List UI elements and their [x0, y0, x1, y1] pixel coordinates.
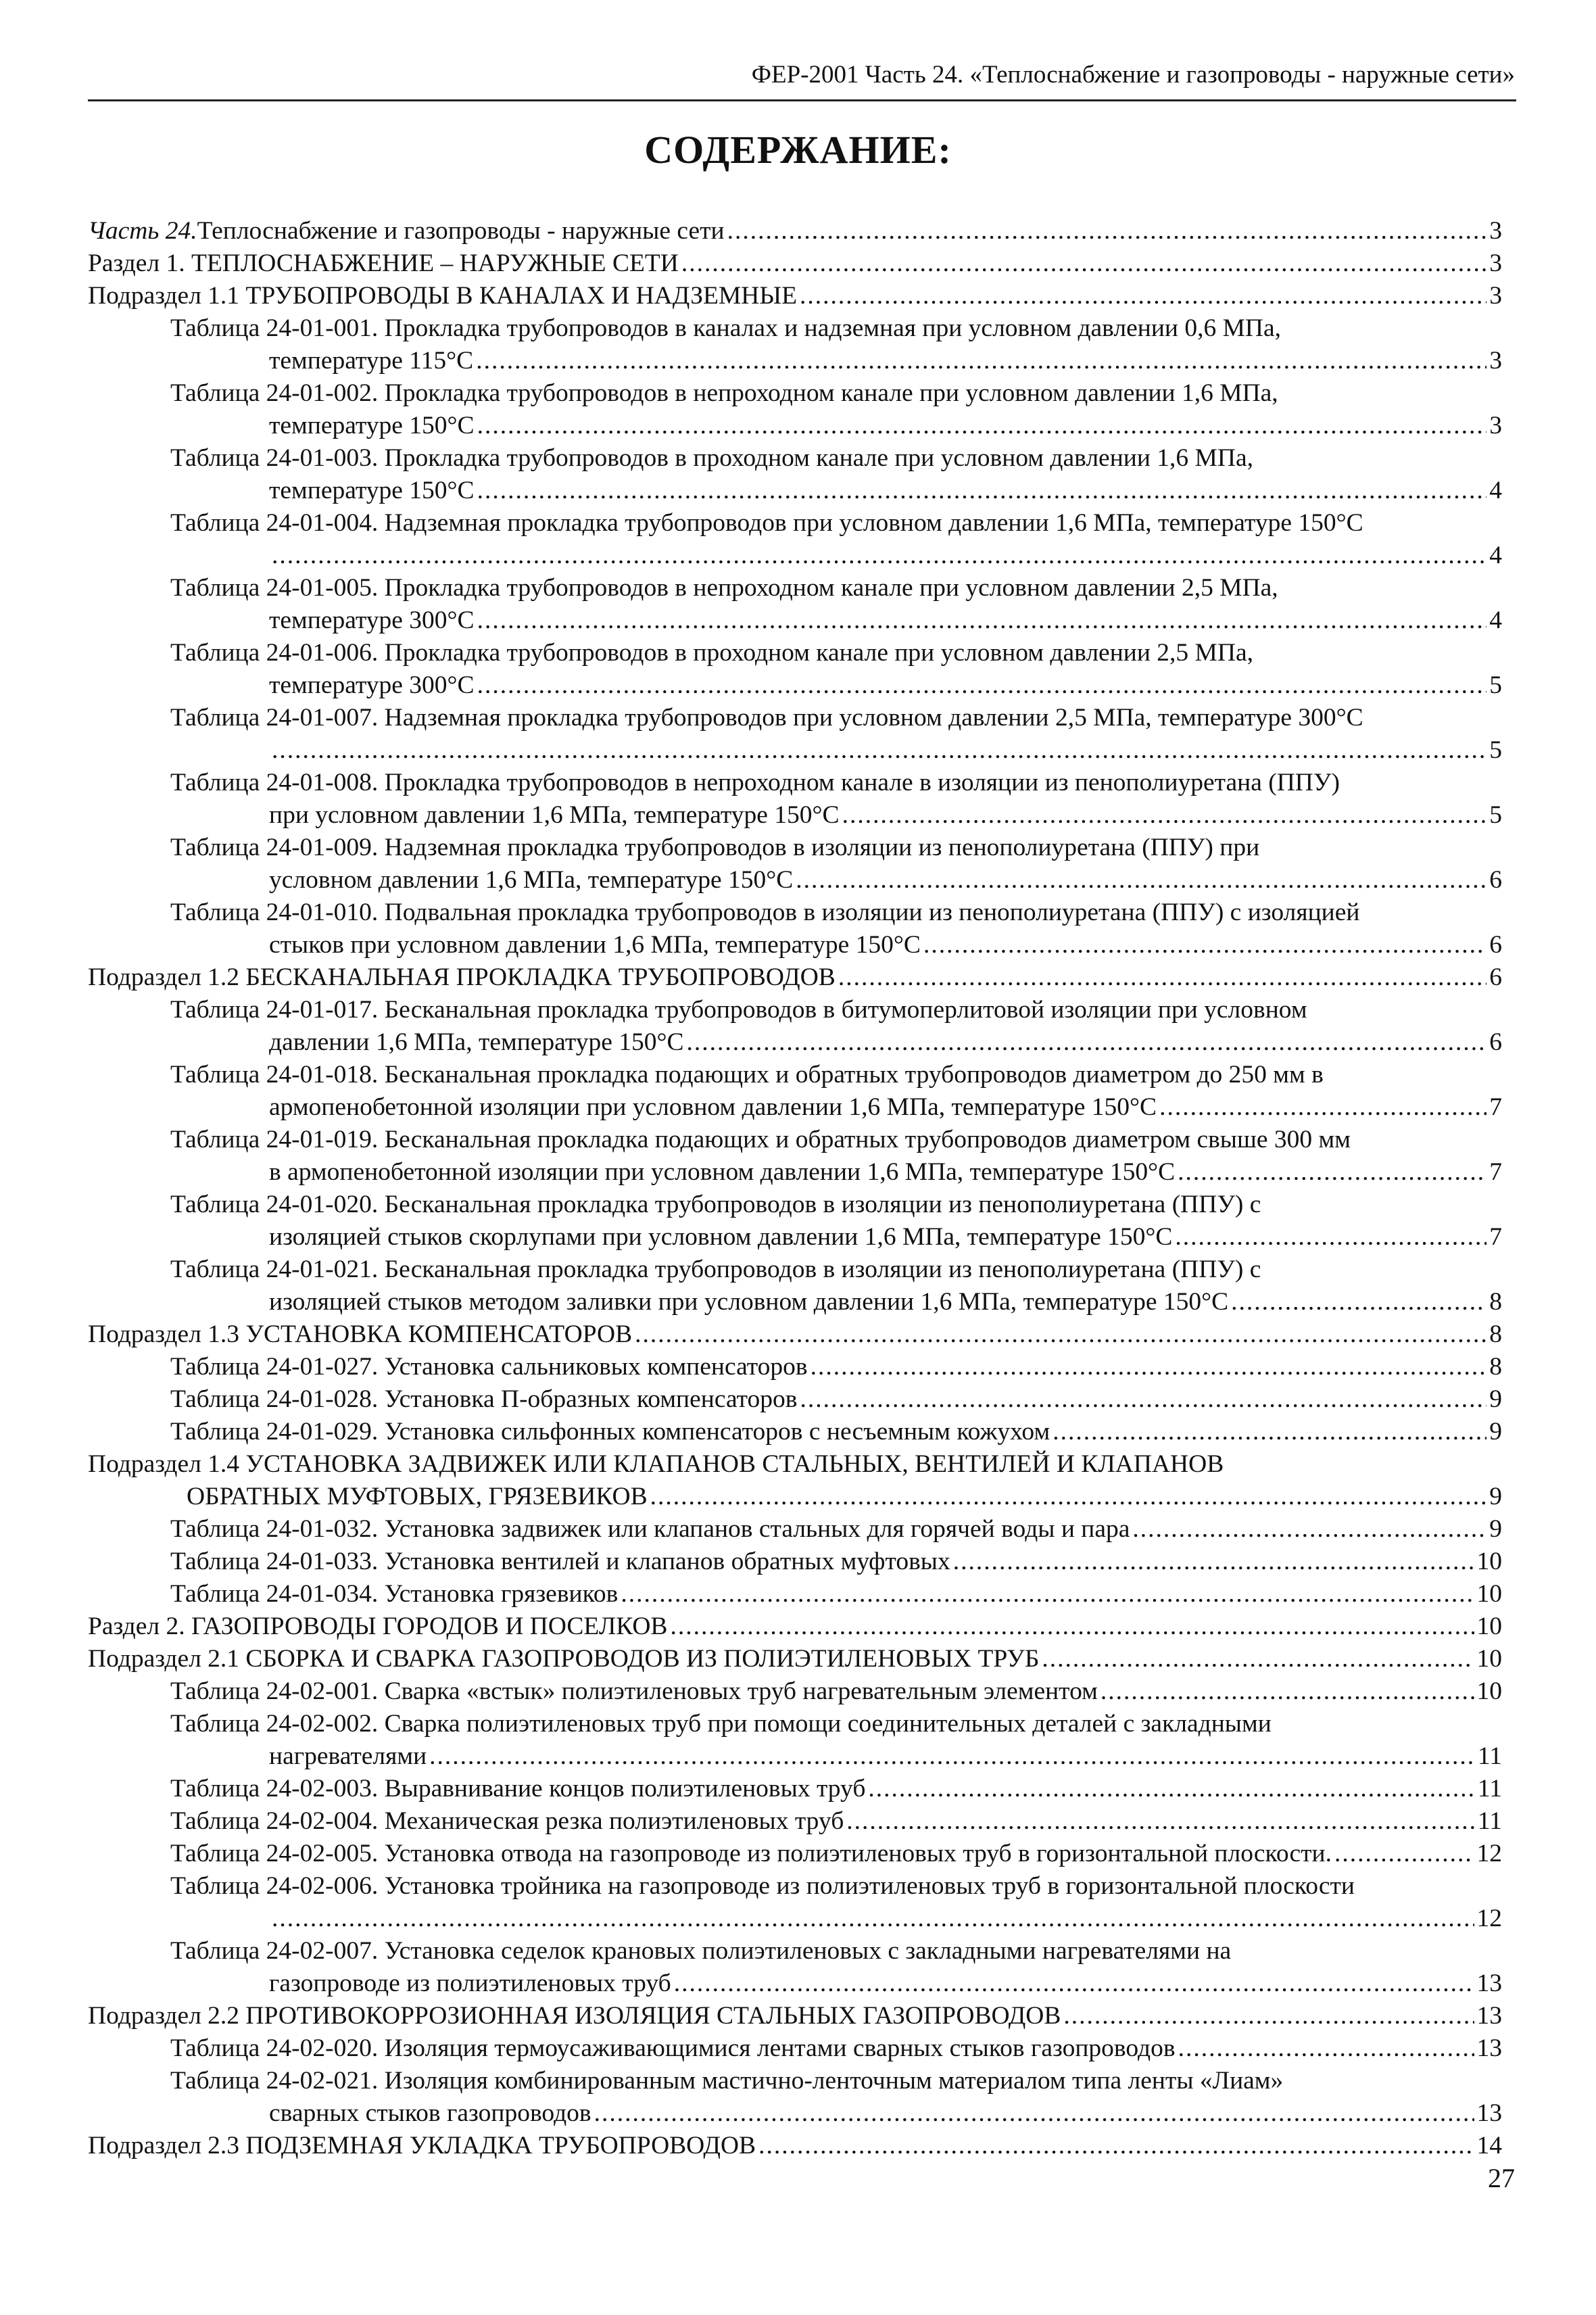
toc-section-entry[interactable] — [88, 2000, 1502, 2032]
table-of-contents — [88, 215, 1502, 2162]
toc-entry-text: при условном давлении 1,6 МПа, температуре 150°С — [269, 801, 840, 829]
toc-entry-line: Таблица 24-01-008. Прокладка трубопроводов в непроходном канале в изоляции из пенополиуретана (ППУ) — [170, 769, 1340, 796]
toc-page-number: 8 — [1489, 1353, 1502, 1381]
dot-leader — [1159, 1091, 1486, 1124]
toc-table-entry[interactable] — [88, 572, 1502, 637]
toc-entry-text: Подраздел 2.3 ПОДЗЕМНАЯ УКЛАДКА ТРУБОПРОВОДОВ — [88, 2132, 756, 2159]
toc-entry-text: Таблица 24-01-029. Установка сильфонных компенсаторов с несъемным кожухом — [170, 1418, 1050, 1446]
toc-page-number: 10 — [1476, 1613, 1502, 1640]
toc-table-entry[interactable] — [88, 637, 1502, 702]
toc-section-entry[interactable] — [88, 215, 1502, 247]
toc-entry-text: Теплоснабжение и газопроводы - наружные сети — [197, 217, 725, 245]
toc-table-entry[interactable] — [88, 1513, 1502, 1546]
toc-entry-line: Таблица 24-01-006. Прокладка трубопроводов в проходном канале при условном давлении 2,5 МПа, — [170, 639, 1253, 667]
toc-page-number: 8 — [1489, 1320, 1502, 1348]
toc-entry-line: Таблица 24-01-020. Бесканальная прокладка трубопроводов в изоляции из пенополиуретана (ППУ) с — [170, 1191, 1261, 1218]
toc-entry-text: Таблица 24-01-027. Установка сальниковых компенсаторов — [170, 1353, 808, 1381]
toc-table-entry[interactable] — [88, 1416, 1502, 1448]
toc-entry-text: Подраздел 1.3 УСТАНОВКА КОМПЕНСАТОРОВ — [88, 1320, 633, 1348]
toc-entry-text: температуре 300°С — [269, 606, 475, 634]
toc-entry-text: Таблица 24-02-020. Изоляция термоусаживающимися лентами сварных стыков газопроводов — [170, 2034, 1176, 2062]
dot-leader — [477, 475, 1487, 507]
dot-leader — [429, 1740, 1475, 1773]
dot-leader — [1178, 1156, 1486, 1189]
toc-table-entry[interactable] — [88, 1351, 1502, 1383]
dot-leader — [681, 247, 1486, 280]
toc-section-entry[interactable] — [88, 1643, 1502, 1675]
toc-table-entry[interactable] — [88, 1805, 1502, 1838]
toc-entry-line: Таблица 24-01-019. Бесканальная прокладка подающих и обратных трубопроводов диаметром свыше 300 мм — [170, 1126, 1351, 1153]
toc-entry-line: Таблица 24-01-003. Прокладка трубопроводов в проходном канале при условном давлении 1,6 МПа, — [170, 444, 1253, 472]
dot-leader — [1231, 1286, 1486, 1318]
dot-leader — [1101, 1675, 1474, 1708]
toc-page-number: 6 — [1489, 931, 1502, 959]
toc-entry-text: температуре 150°С — [269, 412, 475, 439]
dot-leader — [272, 1903, 1474, 1935]
toc-page-number: 10 — [1476, 1677, 1502, 1705]
toc-entry-text: Подраздел 1.1 ТРУБОПРОВОДЫ В КАНАЛАХ И НАДЗЕМНЫЕ — [88, 282, 797, 310]
toc-entry-text: ОБРАТНЫХ МУФТОВЫХ, ГРЯЗЕВИКОВ — [187, 1483, 648, 1510]
dot-leader — [272, 734, 1486, 767]
dot-leader — [796, 864, 1486, 897]
toc-page-number: 11 — [1477, 1775, 1502, 1803]
toc-entry-text: Таблица 24-02-004. Механическая резка полиэтиленовых труб — [170, 1807, 844, 1835]
toc-page-number: 10 — [1476, 1548, 1502, 1575]
toc-page-number: 3 — [1489, 347, 1502, 375]
toc-entry-text: стыков при условном давлении 1,6 МПа, температуре 150°С — [269, 931, 921, 959]
toc-entry-line: Таблица 24-01-009. Надземная прокладка трубопроводов в изоляции из пенополиуретана (ППУ) при — [170, 834, 1260, 861]
dot-leader — [727, 215, 1487, 247]
dot-leader — [1063, 2000, 1474, 2032]
toc-page-number: 3 — [1489, 282, 1502, 310]
dot-leader — [477, 410, 1487, 442]
toc-page-number: 9 — [1489, 1515, 1502, 1543]
toc-entry-line: Таблица 24-01-004. Надземная прокладка трубопроводов при условном давлении 1,6 МПа, температуре 150°С — [170, 509, 1363, 537]
dot-leader — [1042, 1643, 1474, 1675]
toc-page-number: 4 — [1489, 606, 1502, 634]
dot-leader — [594, 2097, 1474, 2130]
toc-entry-text: Подраздел 1.2 БЕСКАНАЛЬНАЯ ПРОКЛАДКА ТРУБОПРОВОДОВ — [88, 963, 836, 991]
dot-leader — [1334, 1838, 1474, 1870]
toc-entry-line: Таблица 24-01-010. Подвальная прокладка трубопроводов в изоляции из пенополиуретана (ППУ) с изоляцией — [170, 899, 1360, 926]
toc-entry-line: Таблица 24-01-021. Бесканальная прокладка трубопроводов в изоляции из пенополиуретана (ППУ) с — [170, 1256, 1261, 1283]
dot-leader — [477, 604, 1487, 637]
toc-page-number: 4 — [1489, 477, 1502, 504]
toc-page-number: 3 — [1489, 217, 1502, 245]
toc-entry-text: Таблица 24-02-005. Установка отвода на газопроводе из полиэтиленовых труб в горизонтальной плоскости. — [170, 1840, 1332, 1867]
toc-entry-text: температуре 115°С — [269, 347, 474, 375]
toc-page-number: 5 — [1489, 671, 1502, 699]
toc-entry-text: Раздел 1. ТЕПЛОСНАБЖЕНИЕ – НАРУЖНЫЕ СЕТИ — [88, 249, 679, 277]
toc-table-entry[interactable] — [88, 897, 1502, 961]
toc-page-number: 9 — [1489, 1385, 1502, 1413]
toc-table-entry[interactable] — [88, 1870, 1502, 1935]
toc-entry-text: Таблица 24-01-033. Установка вентилей и клапанов обратных муфтовых — [170, 1548, 950, 1575]
dot-leader — [800, 1383, 1486, 1416]
dot-leader — [687, 1026, 1487, 1059]
toc-page-number: 11 — [1477, 1742, 1502, 1770]
dot-leader — [868, 1773, 1474, 1805]
toc-entry-text: изоляцией стыков скорлупами при условном давлении 1,6 МПа, температуре 150°С — [269, 1223, 1173, 1251]
toc-table-entry[interactable] — [88, 2065, 1502, 2130]
toc-entry-line: Таблица 24-02-006. Установка тройника на газопроводе из полиэтиленовых труб в горизонтальной плоскости — [170, 1872, 1355, 1900]
toc-page-number: 5 — [1489, 736, 1502, 764]
toc-entry-line: Таблица 24-01-007. Надземная прокладка трубопроводов при условном давлении 2,5 МПа, температуре 300°С — [170, 704, 1363, 732]
dot-leader — [635, 1318, 1486, 1351]
toc-section-entry[interactable] — [88, 1610, 1502, 1643]
toc-entry-text: условном давлении 1,6 МПа, температуре 150°С — [269, 866, 794, 894]
toc-entry-line: Таблица 24-01-005. Прокладка трубопроводов в непроходном канале при условном давлении 2,5 МПа, — [170, 574, 1278, 602]
toc-entry-line: Таблица 24-01-002. Прокладка трубопроводов в непроходном канале при условном давлении 1,6 МПа, — [170, 379, 1278, 407]
toc-page-number: 6 — [1489, 963, 1502, 991]
toc-entry-text: сварных стыков газопроводов — [269, 2099, 591, 2127]
toc-page-number: 14 — [1476, 2132, 1502, 2159]
toc-section-entry[interactable] — [88, 961, 1502, 994]
toc-page-number: 13 — [1476, 1970, 1502, 1997]
toc-table-entry[interactable] — [88, 1124, 1502, 1189]
toc-page-number: 5 — [1489, 801, 1502, 829]
toc-page-number: 8 — [1489, 1288, 1502, 1316]
dot-leader — [811, 1351, 1487, 1383]
toc-table-entry[interactable] — [88, 1708, 1502, 1773]
toc-page-number: 13 — [1476, 2099, 1502, 2127]
toc-page-number: 7 — [1489, 1158, 1502, 1186]
dot-leader — [272, 540, 1486, 572]
dot-leader — [923, 929, 1486, 961]
toc-entry-text: Таблица 24-02-001. Сварка «встык» полиэтиленовых труб нагревательным элементом — [170, 1677, 1098, 1705]
toc-table-entry[interactable] — [88, 1383, 1502, 1416]
toc-entry-text: Таблица 24-01-034. Установка грязевиков — [170, 1580, 619, 1608]
dot-leader — [621, 1578, 1474, 1610]
toc-table-entry[interactable] — [88, 994, 1502, 1059]
dot-leader — [800, 280, 1486, 312]
toc-section-entry[interactable] — [88, 1318, 1502, 1351]
toc-page-number: 10 — [1476, 1645, 1502, 1673]
toc-page-number: 13 — [1476, 2034, 1502, 2062]
toc-table-entry[interactable] — [88, 377, 1502, 442]
toc-entry-text: Подраздел 2.2 ПРОТИВОКОРРОЗИОННАЯ ИЗОЛЯЦИЯ СТАЛЬНЫХ ГАЗОПРОВОДОВ — [88, 2002, 1061, 2030]
toc-table-entry[interactable] — [88, 442, 1502, 507]
toc-table-entry[interactable] — [88, 1578, 1502, 1610]
toc-page-number: 11 — [1477, 1807, 1502, 1835]
toc-entry-line: Подраздел 1.4 УСТАНОВКА ЗАДВИЖЕК ИЛИ КЛАПАНОВ СТАЛЬНЫХ, ВЕНТИЛЕЙ И КЛАПАНОВ — [88, 1450, 1224, 1478]
toc-entry-line: Таблица 24-02-002. Сварка полиэтиленовых труб при помощи соединительных деталей с закладными — [170, 1710, 1272, 1738]
toc-table-entry[interactable] — [88, 312, 1502, 377]
toc-entry-text: Таблица 24-01-028. Установка П-образных компенсаторов — [170, 1385, 798, 1413]
toc-page-number: 12 — [1476, 1840, 1502, 1867]
toc-page-number: 6 — [1489, 866, 1502, 894]
toc-table-entry[interactable] — [88, 1254, 1502, 1318]
dot-leader — [674, 1967, 1474, 2000]
toc-entry-text: температуре 150°С — [269, 477, 475, 504]
toc-entry-text: газопроводе из полиэтиленовых труб — [269, 1970, 671, 1997]
toc-entry-line: Таблица 24-01-017. Бесканальная прокладка трубопроводов в битумоперлитовой изоляции при условном — [170, 996, 1307, 1024]
toc-table-entry[interactable] — [88, 767, 1502, 832]
toc-entry-text: температуре 300°С — [269, 671, 475, 699]
toc-section-entry[interactable] — [88, 247, 1502, 280]
toc-entry-text: изоляцией стыков методом заливки при условном давлении 1,6 МПа, температуре 150°С — [269, 1288, 1229, 1316]
dot-leader — [477, 669, 1487, 702]
toc-entry-line: Таблица 24-01-001. Прокладка трубопроводов в каналах и надземная при условном давлении 0,6 МПа, — [170, 314, 1282, 342]
toc-page-number: 4 — [1489, 542, 1502, 569]
toc-page-number: 9 — [1489, 1418, 1502, 1446]
toc-table-entry[interactable] — [88, 832, 1502, 897]
dot-leader — [670, 1610, 1474, 1643]
toc-entry-text: армопенобетонной изоляции при условном давлении 1,6 МПа, температуре 150°С — [269, 1093, 1157, 1121]
toc-table-entry[interactable] — [88, 1935, 1502, 2000]
toc-page-number: 6 — [1489, 1028, 1502, 1056]
toc-entry-text: Подраздел 2.1 СБОРКА И СВАРКА ГАЗОПРОВОДОВ ИЗ ПОЛИЭТИЛЕНОВЫХ ТРУБ — [88, 1645, 1040, 1673]
toc-table-entry[interactable] — [88, 507, 1502, 572]
toc-page-number: 13 — [1476, 2002, 1502, 2030]
dot-leader — [846, 1805, 1475, 1838]
toc-table-entry[interactable] — [88, 1546, 1502, 1578]
dot-leader — [838, 961, 1486, 994]
toc-page-number: 9 — [1489, 1483, 1502, 1510]
toc-table-entry[interactable] — [88, 1773, 1502, 1805]
toc-entry-text: в армопенобетонной изоляции при условном давлении 1,6 МПа, температуре 150°С — [269, 1158, 1176, 1186]
toc-table-entry[interactable] — [88, 1675, 1502, 1708]
toc-page-number: 3 — [1489, 412, 1502, 439]
toc-section-entry[interactable] — [88, 280, 1502, 312]
toc-table-entry[interactable] — [88, 1059, 1502, 1124]
toc-table-entry[interactable] — [88, 1838, 1502, 1870]
toc-page-number: 10 — [1476, 1580, 1502, 1608]
toc-entry-text: Таблица 24-01-032. Установка задвижек или клапанов стальных для горячей воды и пара — [170, 1515, 1130, 1543]
toc-table-entry[interactable] — [88, 2032, 1502, 2065]
toc-table-entry[interactable] — [88, 1189, 1502, 1254]
toc-entry-prefix: Часть 24. — [88, 217, 197, 245]
dot-leader — [1132, 1513, 1486, 1546]
dot-leader — [953, 1546, 1474, 1578]
toc-entry-line: Таблица 24-02-007. Установка седелок крановых полиэтиленовых с закладными нагревателями на — [170, 1937, 1232, 1965]
toc-table-entry[interactable] — [88, 702, 1502, 767]
dot-leader — [842, 799, 1487, 832]
toc-entry-text: Таблица 24-02-003. Выравнивание концов полиэтиленовых труб — [170, 1775, 866, 1803]
dot-leader — [476, 345, 1486, 377]
dot-leader — [758, 2130, 1474, 2162]
toc-page-number: 3 — [1489, 249, 1502, 277]
dot-leader — [1178, 2032, 1474, 2065]
toc-section-entry[interactable] — [88, 1448, 1502, 1513]
toc-page-number: 12 — [1476, 1905, 1502, 1932]
running-header: ФЕР-2001 Часть 24. «Теплоснабжение и газопроводы - наружные сети» — [751, 61, 1515, 89]
toc-entry-line: Таблица 24-02-021. Изоляция комбинированным мастично-ленточным материалом типа ленты «Лиам» — [170, 2067, 1284, 2095]
header-rule — [88, 99, 1516, 101]
toc-entry-line: Таблица 24-01-018. Бесканальная прокладка подающих и обратных трубопроводов диаметром до 250 мм в — [170, 1061, 1324, 1089]
toc-entry-text: нагревателями — [269, 1742, 427, 1770]
toc-page-number: 7 — [1489, 1223, 1502, 1251]
toc-page-number: 7 — [1489, 1093, 1502, 1121]
page-number: 27 — [1488, 2163, 1515, 2193]
dot-leader — [650, 1481, 1487, 1513]
toc-entry-text: давлении 1,6 МПа, температуре 150°С — [269, 1028, 684, 1056]
dot-leader — [1053, 1416, 1486, 1448]
page-title: СОДЕРЖАНИЕ: — [644, 128, 952, 172]
toc-entry-text: Раздел 2. ГАЗОПРОВОДЫ ГОРОДОВ И ПОСЕЛКОВ — [88, 1613, 668, 1640]
dot-leader — [1175, 1221, 1486, 1254]
toc-section-entry[interactable] — [88, 2130, 1502, 2162]
